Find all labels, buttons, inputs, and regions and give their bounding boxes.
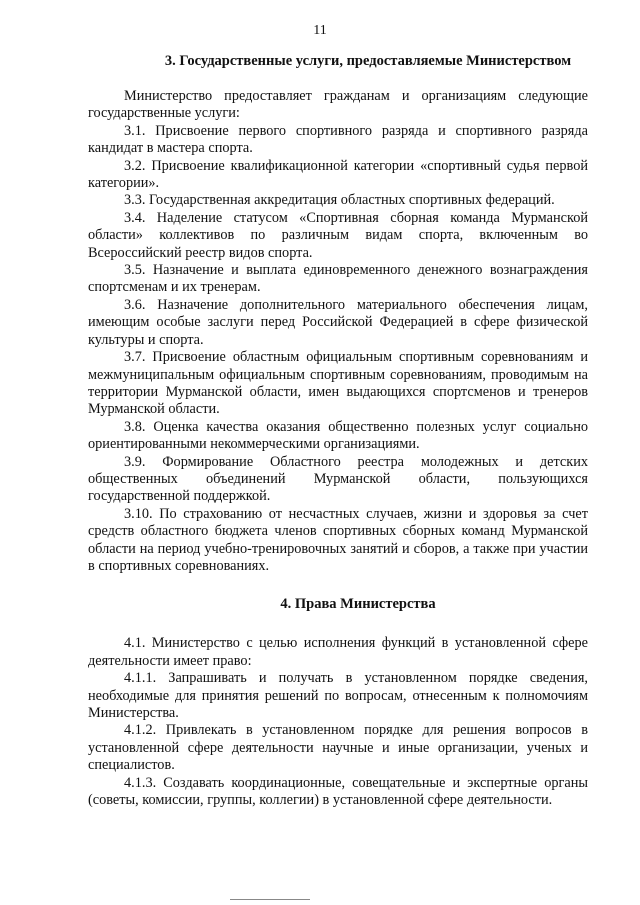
section-3-item: 3.10. По страхованию от несчастных случаев, жизни и здоровья за счет средств областного бюджета членов спортивных сборных команд Мурманской области на период учебно-тренировочных занятий и сборов, а также при участии в спортивных соревнованиях. xyxy=(88,505,588,574)
section-4-heading: 4. Права Министерства xyxy=(280,596,436,613)
section-4-item: 4.1. Министерство с целью исполнения функций в установленной сфере деятельности имеет право: xyxy=(88,635,588,669)
section-4-item: 4.1.2. Привлекать в установленном порядке для решения вопросов в установленной сфере деятельности научные и иные организации, ученых и специалистов. xyxy=(88,722,588,774)
footer-divider xyxy=(230,899,310,900)
section-3-item: 3.1. Присвоение первого спортивного разряда и спортивного разряда кандидат в мастера спорта. xyxy=(88,122,588,157)
section-4-item: 4.1.1. Запрашивать и получать в установленном порядке сведения, необходимые для принятия решений по вопросам, отнесенным к полномочиям Министерства. xyxy=(88,670,588,721)
document-body xyxy=(88,52,588,809)
section-4-item: 4.1.3. Создавать координационные, совещательные и экспертные органы (советы, комиссии, группы, коллегии) в установленной сфере деятельности. xyxy=(88,774,588,809)
section-3-item: 3.7. Присвоение областным официальным спортивным соревнованиям и межмуниципальным официальным спортивным соревнованиям, проводимым на территории Мурманской области, имен выдающихся спортсменов и тренеров Мурманской области. xyxy=(88,349,588,418)
section-3-item: 3.5. Назначение и выплата единовременного денежного вознаграждения спортсменам и их тренерам. xyxy=(88,262,588,296)
section-3-intro: Министерство предоставляет гражданам и организациям следующие государственные услуги: xyxy=(88,88,588,122)
section-3-item: 3.2. Присвоение квалификационной категории «спортивный судья первой категории». xyxy=(88,157,588,192)
section-3-item: 3.6. Назначение дополнительного материального обеспечения лицам, имеющим особые заслуги перед Российской Федерацией в сфере физической культуры и спорта. xyxy=(88,296,588,348)
section-3-heading: 3. Государственные услуги, предоставляемые Министерством xyxy=(164,53,572,69)
section-3-item: 3.9. Формирование Областного реестра молодежных и детских общественных объединений Мурманской области, пользующихся государственной поддержкой. xyxy=(88,453,588,505)
section-3-item: 3.8. Оценка качества оказания общественно полезных услуг социально ориентированными некоммерческими организациями. xyxy=(88,418,588,453)
section-3-item: 3.4. Наделение статусом «Спортивная сборная команда Мурманской области» коллективов по различным видам спорта, включенным во Всероссийский реестр видов спорта. xyxy=(88,209,588,261)
section-3-item: 3.3. Государственная аккредитация областных спортивных федераций. xyxy=(124,192,555,209)
page-number: 11 xyxy=(313,23,327,38)
